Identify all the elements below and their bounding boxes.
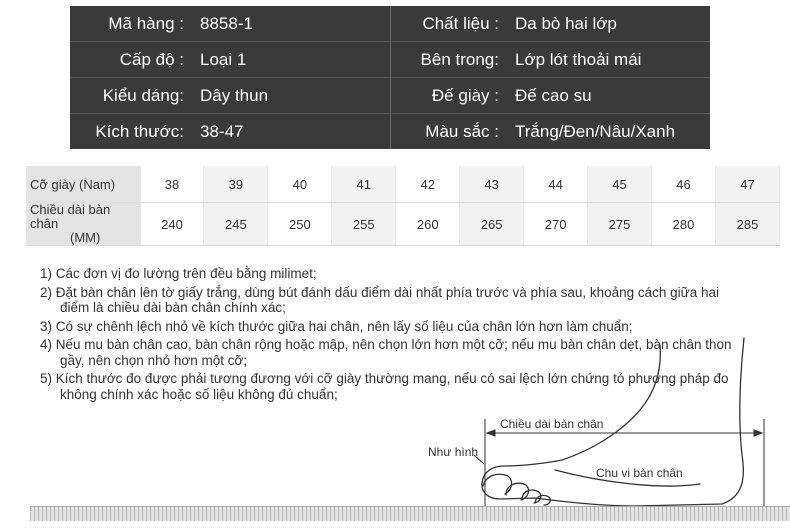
spec-value: Loại 1 [200,42,390,78]
length-arrow-left [487,430,495,436]
size-cell: 41 [332,166,396,203]
spec-value: 38-47 [200,114,390,150]
spec-value-2: Trắng/Đen/Nâu/Xanh [515,114,710,150]
length-cell: 255 [332,203,396,246]
spec-label: Mã hàng : [70,6,200,42]
size-cell: 38 [140,166,204,203]
length-cell: 265 [460,203,524,246]
spec-label-2: Đế giày : [390,78,515,114]
length-cell: 245 [204,203,268,246]
size-cell: 47 [715,166,779,203]
size-cell: 42 [396,166,460,203]
length-arrow-right [754,430,762,436]
size-row-header: Cỡ giày (Nam) [26,166,140,203]
length-cell: 285 [715,203,779,246]
note-item: 5) Kích thước đo được phải tương đương với cỡ giày thường mang, nếu có sai lệch lớn chứng tỏ phương pháp đo không chính xác hoặc số liệu không đủ chuẩn; [40,371,729,402]
note-item: 3) Có sự chênh lệch nhỏ về kích thước giữa hai chân, nên lấy số liệu của chân lớn hơn làm chuẩn; [40,318,633,334]
spec-label: Cấp độ : [70,42,200,78]
length-cell: 260 [396,203,460,246]
spec-value-2: Đế cao su [515,78,710,114]
length-header-line2: (MM) [70,230,101,245]
size-cell: 39 [204,166,268,203]
length-cell: 280 [652,203,716,246]
length-cell: 240 [140,203,204,246]
foot-length-label: Chiều dài bàn chân [500,417,604,431]
note-item: 4) Nếu mu bàn chân cao, bàn chân rộng hoặc mập, nên chọn lớn hơn một cỡ; nếu mu bàn chân dẹt, bàn chân thon gầy, nên chọn nhỏ hơn một cỡ; [40,337,732,368]
spec-value: Dây thun [200,78,390,114]
spec-value-2: Lớp lót thoải mái [515,42,710,78]
spec-label-2: Bên trong: [390,42,515,78]
spec-value-2: Da bò hai lớp [515,6,710,42]
size-cell: 44 [524,166,588,203]
size-cell: 45 [588,166,652,203]
length-cell: 275 [588,203,652,246]
note-item: 1) Các đơn vị đo lường trên đều bằng milimet; [40,266,317,281]
size-cell: 40 [268,166,332,203]
length-cell: 270 [524,203,588,246]
foot-girth-label: Chu vi bàn chân [596,466,683,480]
length-cell: 250 [268,203,332,246]
spec-label: Kích thước: [70,114,200,150]
spec-value: 8858-1 [200,6,390,42]
spec-label-2: Màu sắc : [390,114,515,150]
length-header-line1: Chiều dài bàn chân [30,202,111,231]
spec-label-2: Chất liệu : [390,6,515,42]
measuring-ruler [30,506,790,521]
size-cell: 46 [652,166,716,203]
as-shown-label: Như hình [428,445,479,459]
size-cell: 43 [460,166,524,203]
spec-label: Kiểu dáng: [70,78,200,114]
note-item: 2) Đặt bàn chân lên tờ giấy trắng, dùng bút đánh dấu điểm dài nhất phía trước và phía sau, khoảng cách giữa hai điểm là chiều dài bàn chân chính xác; [40,284,719,315]
toe-big [483,474,512,494]
